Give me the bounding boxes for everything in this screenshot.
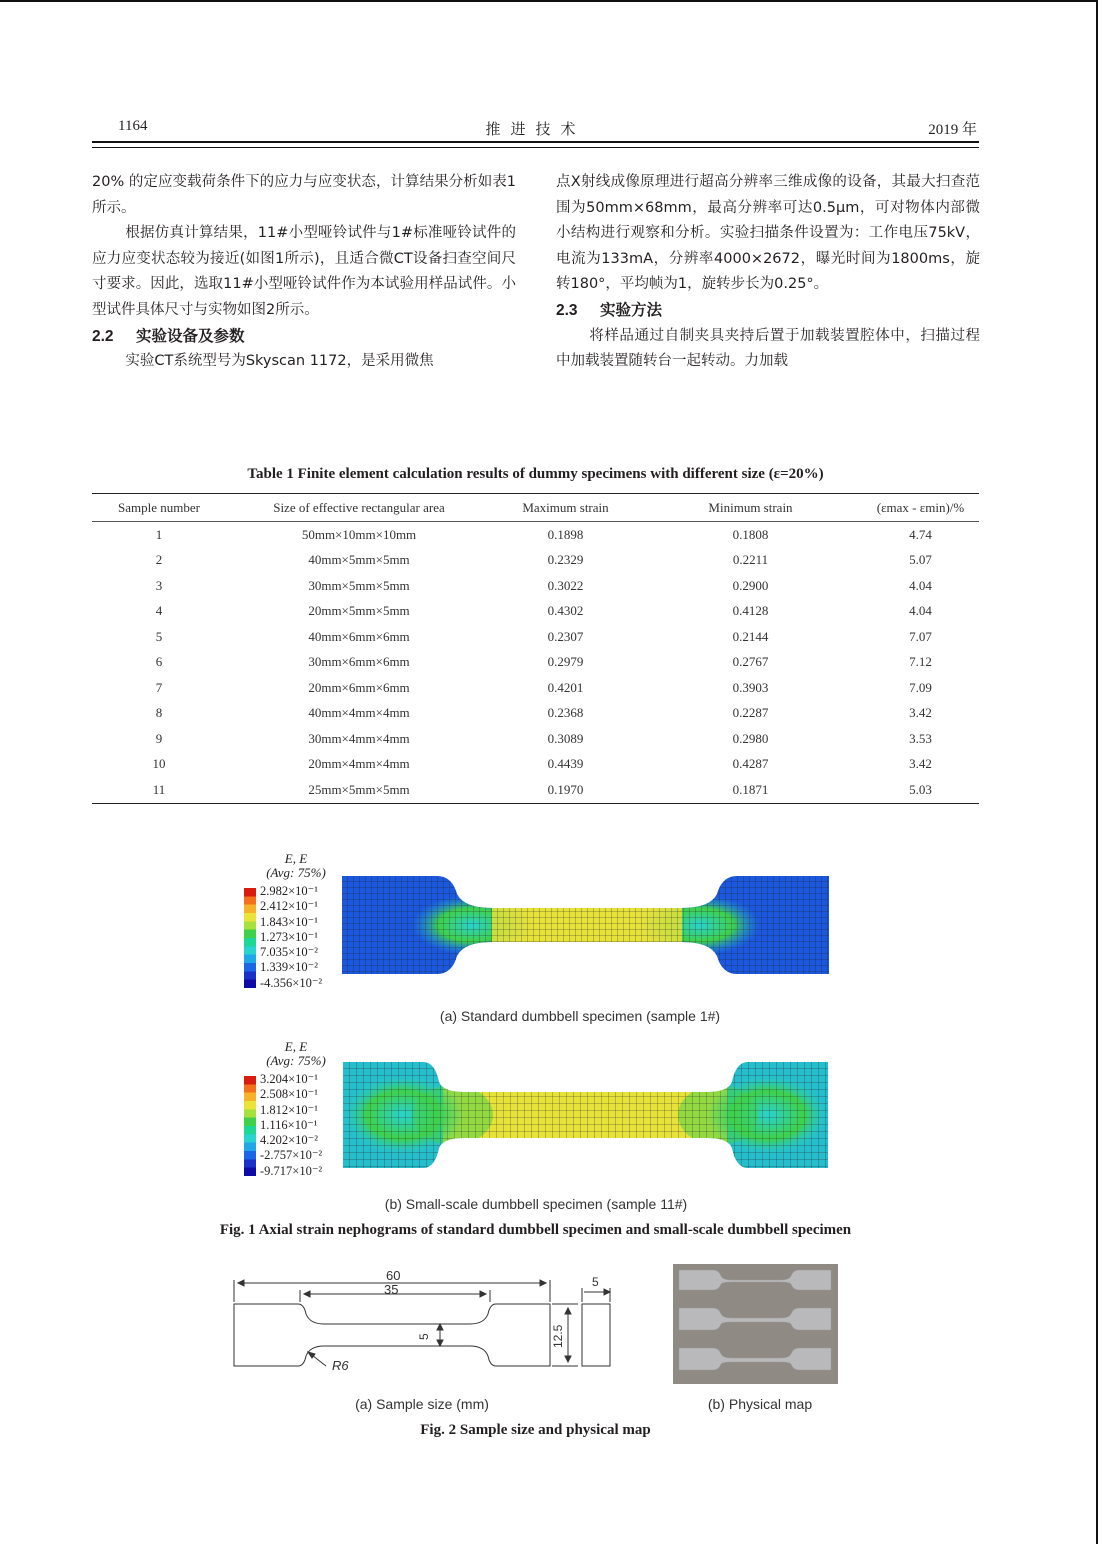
table-cell: 4.74: [909, 526, 932, 542]
legend-b: [238, 1040, 338, 1180]
results-table: [92, 493, 979, 804]
table-row: [92, 522, 979, 548]
color-scale-bar: [244, 1076, 256, 1176]
table-cell: 5: [155, 628, 163, 644]
table-cell: 20mm×5mm×5mm: [308, 603, 410, 619]
table-cell: 0.2980: [732, 730, 769, 746]
table-cell: 0.3022: [547, 577, 584, 593]
subfigure-caption-b: (b) Small-scale dumbbell specimen (sample 11#): [384, 1196, 688, 1212]
table-cell: 4.04: [909, 603, 932, 619]
table-cell: 30mm×6mm×6mm: [308, 654, 410, 670]
legend-value: -4.356×10⁻²: [260, 975, 323, 990]
table-caption: Table 1 Finite element calculation results of dummy specimens with different size (ε=20%): [247, 466, 824, 482]
legend-value: 1.273×10⁻¹: [260, 929, 319, 944]
table-cell: 0.2211: [732, 552, 769, 568]
legend-value: -9.717×10⁻²: [260, 1163, 323, 1178]
table-cell: 40mm×5mm×5mm: [308, 552, 410, 568]
table-cell: 5.07: [909, 552, 932, 568]
table-cell: 20mm×6mm×6mm: [308, 679, 410, 695]
table-cell: 0.1808: [732, 526, 769, 542]
legend-value: 1.812×10⁻¹: [260, 1102, 319, 1117]
table-row: [92, 599, 979, 625]
table-cell: 40mm×4mm×4mm: [308, 705, 410, 721]
table-cell: 3.42: [909, 705, 932, 721]
section-number: 2.2: [92, 327, 114, 345]
table-cell: 0.4302: [547, 603, 584, 619]
table-row: [92, 548, 979, 574]
table-cell: 10: [152, 756, 166, 772]
legend-value: 2.508×10⁻¹: [260, 1087, 319, 1102]
section-title: 实验方法: [600, 300, 663, 319]
table-cell: 3.53: [909, 730, 932, 746]
table-row: [92, 573, 979, 599]
dimension-label: R6: [332, 1358, 349, 1373]
column-header: Minimum strain: [639, 494, 862, 522]
specimen-photo: [673, 1264, 838, 1384]
header-rule-thick: [92, 141, 979, 143]
column-header: Sample number: [92, 494, 226, 522]
legend-value: 1.116×10⁻¹: [260, 1117, 318, 1132]
legend-value: 2.412×10⁻¹: [260, 899, 319, 914]
table-row: [92, 726, 979, 752]
legend-value: 4.202×10⁻²: [260, 1133, 319, 1148]
paragraph: 根据仿真计算结果，11#小型哑铃试件与1#标准哑铃试件的应力应变状态较为接近(如图1所示)，且适合微CT设备扫查空间尺寸要求。因此，选取11#小型哑铃试件作为本试验用样品试件。小型试件具体尺寸与实物如图2所示。: [92, 225, 516, 318]
table-cell: 0.2368: [547, 705, 584, 721]
dimension-label: 12.5: [551, 1324, 565, 1348]
table-row: [92, 624, 979, 650]
legend-title: [256, 852, 336, 880]
legend-values: [260, 884, 322, 991]
dimension-label: 60: [386, 1268, 401, 1283]
legend-title-line: E, E: [284, 1039, 308, 1054]
table-cell: 3.42: [909, 756, 932, 772]
legend-value: 2.982×10⁻¹: [260, 884, 319, 898]
legend-title: [256, 1040, 336, 1068]
table-cell: 8: [155, 705, 163, 721]
table-cell: 0.3089: [547, 730, 584, 746]
paragraph: 将样品通过自制夹具夹持后置于加载装置腔体中，扫描过程中加载装置随转台一起转动。力加载: [556, 327, 980, 370]
table-cell: 11: [152, 781, 166, 797]
table-cell: 7.07: [909, 628, 932, 644]
paragraph: 实验CT系统型号为Skyscan 1172，是采用微焦: [125, 353, 434, 370]
legend-title-line: (Avg: 75%): [266, 865, 326, 880]
table-cell: 0.2287: [732, 705, 769, 721]
legend-value: -2.757×10⁻²: [260, 1148, 323, 1163]
figure-1-caption: Fig. 1 Axial strain nephograms of standard dumbbell specimen and small-scale dumbbell specimen: [219, 1222, 852, 1238]
legend-a: [238, 852, 338, 992]
left-column: [92, 170, 516, 375]
section-title: 实验设备及参数: [136, 326, 245, 345]
dimension-label: 35: [384, 1282, 399, 1297]
table-cell: 0.1898: [547, 526, 584, 542]
legend-title-line: E, E: [284, 851, 308, 866]
table-row: [92, 752, 979, 778]
table-cell: 7: [155, 679, 163, 695]
table-cell: 50mm×10mm×10mm: [301, 526, 417, 542]
legend-value: 7.035×10⁻²: [260, 945, 319, 960]
table-cell: 1: [155, 526, 163, 542]
table-cell: 2: [155, 552, 163, 568]
table-cell: 0.2307: [547, 628, 584, 644]
table-header-row: [92, 494, 979, 522]
column-header: Size of effective rectangular area: [226, 494, 492, 522]
section-heading-2-2: [92, 324, 516, 350]
page-number: 1164: [118, 118, 148, 134]
table-cell: 0.4439: [547, 756, 584, 772]
legend-values: [260, 1072, 322, 1179]
paragraph: 点X射线成像原理进行超高分辨率三维成像的设备，其最大扫查范围为50mm×68mm，最高分辨率可达0.5μm，可对物体内部微小结构进行观察和分析。实验扫描条件设置为：工作电压75kV，电流为133mA，分辨率4000×2672，曝光时间为1800ms，旋转180°，平均帧为1，旋转步长为0.25°。: [556, 174, 980, 293]
color-scale-bar: [244, 888, 256, 988]
table-cell: 25mm×5mm×5mm: [308, 781, 410, 797]
strain-contour-small-scale: [343, 1062, 828, 1168]
dimension-label: 5: [592, 1275, 599, 1289]
subfigure-caption-2b: (b) Physical map: [707, 1396, 813, 1412]
right-column: [556, 170, 980, 375]
table-cell: 7.12: [909, 654, 932, 670]
legend-value: 3.204×10⁻¹: [260, 1072, 319, 1086]
table-cell: 0.2767: [732, 654, 769, 670]
header-rule-thin: [92, 147, 979, 148]
section-heading-2-3: [556, 298, 980, 324]
table-cell: 0.2329: [547, 552, 584, 568]
column-header: Maximum strain: [492, 494, 639, 522]
table-cell: 0.1970: [547, 781, 584, 797]
table-cell: 30mm×5mm×5mm: [308, 577, 410, 593]
table-cell: 0.2979: [547, 654, 584, 670]
legend-value: 1.843×10⁻¹: [260, 914, 319, 929]
table-cell: 0.2900: [732, 577, 769, 593]
table-cell: 0.4201: [547, 679, 584, 695]
table-cell: 0.4287: [732, 756, 769, 772]
table-cell: 4: [155, 603, 163, 619]
dimension-label: 5: [417, 1333, 431, 1340]
year: 2019 年: [928, 122, 977, 138]
section-number: 2.3: [556, 301, 578, 319]
figure-2-caption: Fig. 2 Sample size and physical map: [420, 1422, 651, 1438]
table-row: [92, 701, 979, 727]
table-row: [92, 650, 979, 676]
subfigure-caption-a: (a) Standard dumbbell specimen (sample 1#): [439, 1008, 721, 1024]
table-cell: 4.04: [909, 577, 932, 593]
table-cell: 6: [155, 654, 163, 670]
subfigure-caption-2a: (a) Sample size (mm): [355, 1396, 489, 1412]
table-cell: 40mm×6mm×6mm: [308, 628, 410, 644]
table-row: [92, 675, 979, 701]
table-cell: 9: [155, 730, 163, 746]
running-header: [92, 118, 979, 140]
sample-dimension-drawing: [228, 1266, 618, 1392]
table-cell: 0.1871: [732, 781, 769, 797]
table-cell: 0.2144: [732, 628, 769, 644]
strain-contour-standard: [342, 876, 829, 974]
table-row: [92, 777, 979, 803]
table-cell: 20mm×4mm×4mm: [308, 756, 410, 772]
table-cell: 7.09: [909, 679, 932, 695]
specimen-photo-illustration: [673, 1264, 838, 1384]
legend-value: 1.339×10⁻²: [260, 960, 319, 975]
column-header: (εmax - εmin)/%: [862, 494, 979, 522]
legend-title-line: (Avg: 75%): [266, 1053, 326, 1068]
table-cell: 3: [155, 577, 163, 593]
table-cell: 5.03: [909, 781, 932, 797]
table-cell: 0.3903: [732, 679, 769, 695]
journal-name: 推进技术: [485, 122, 586, 138]
table-cell: 30mm×4mm×4mm: [308, 730, 410, 746]
table-cell: 0.4128: [732, 603, 769, 619]
paragraph: 20% 的定应变载荷条件下的应力与应变状态，计算结果分析如表1所示。: [92, 174, 516, 216]
